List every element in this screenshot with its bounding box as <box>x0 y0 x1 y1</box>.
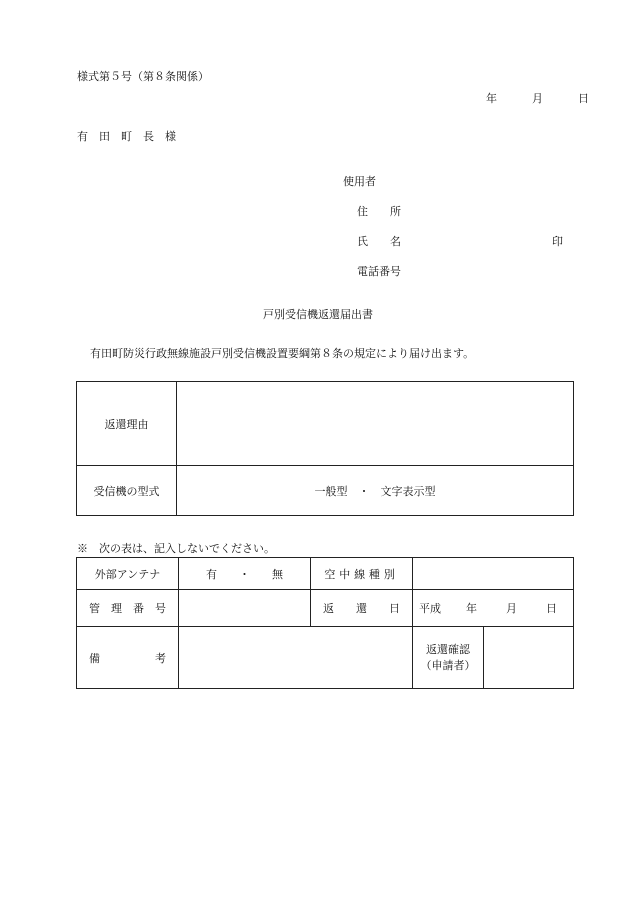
document-title: 戸別受信機返還届出書 <box>263 308 373 321</box>
return-confirm-label-cell <box>413 627 484 689</box>
date-line <box>486 90 589 106</box>
return-confirm-sublabel: （申請者） <box>420 658 476 672</box>
return-date-label-cell <box>311 590 413 627</box>
remarks-value-cell <box>179 627 413 689</box>
name-label: 氏 名 <box>357 235 401 248</box>
office-use-note: ※ 次の表は、記入しないでください。 <box>77 542 275 555</box>
addressee: 有 田 町 長 様 <box>77 130 176 143</box>
aerial-type-label: 空中線種別 <box>324 567 399 581</box>
return-confirm-value-cell <box>484 627 574 689</box>
return-date-label: 返 還 日 <box>323 602 400 615</box>
form-number: 様式第５号（第８条関係） <box>77 70 209 83</box>
model-options: 一般型 ・ 文字表示型 <box>314 484 436 498</box>
return-date-era: 平成 <box>419 602 441 615</box>
return-date-value-cell <box>413 590 574 627</box>
return-confirm-label: 返還確認 <box>426 642 470 656</box>
model-label: 受信機の型式 <box>93 484 160 498</box>
user-label: 使用者 <box>343 175 376 188</box>
mgmt-number-label-cell <box>77 590 179 627</box>
return-date-day: 日 <box>546 602 557 615</box>
return-date-month: 月 <box>506 602 517 615</box>
antenna-options-cell <box>179 558 311 590</box>
aerial-type-label-cell <box>311 558 413 590</box>
reason-label: 返還理由 <box>104 417 149 431</box>
antenna-options: 有 ・ 無 <box>206 567 283 581</box>
date-day-label: 日 <box>578 92 589 105</box>
remarks-label: 備 考 <box>89 651 166 665</box>
office-table <box>76 557 574 689</box>
return-date-year: 年 <box>466 602 477 615</box>
statement: 有田町防災行政無線施設戸別受信機設置要綱第８条の規定により届け出ます。 <box>90 347 475 360</box>
antenna-label: 外部アンテナ <box>94 567 161 581</box>
seal-mark: 印 <box>552 235 563 248</box>
remarks-label-cell <box>77 627 179 689</box>
aerial-type-value-cell <box>413 558 574 590</box>
mgmt-number-value-cell <box>179 590 311 627</box>
main-table <box>76 381 574 516</box>
address-label: 住 所 <box>357 205 401 218</box>
phone-label: 電話番号 <box>357 265 401 278</box>
reason-value-cell[interactable] <box>177 382 574 466</box>
reason-label-cell <box>77 382 177 466</box>
mgmt-number-label: 管 理 番 号 <box>89 602 166 615</box>
model-label-cell <box>77 466 177 516</box>
date-month-label: 月 <box>532 92 543 105</box>
antenna-label-cell <box>77 558 179 590</box>
model-options-cell[interactable] <box>177 466 574 516</box>
date-year-label: 年 <box>486 92 497 105</box>
